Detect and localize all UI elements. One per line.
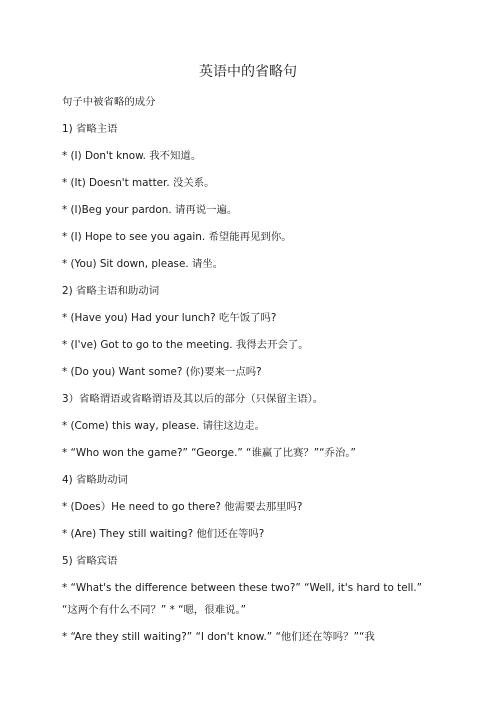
text-line: * (It) Doesn't matter. 没关系。 bbox=[62, 177, 215, 189]
text-line: “这两个有什么不同？” * “嗯，很难说。” bbox=[62, 604, 246, 616]
text-line: * (I've) Got to go to the meeting. 我得去开会了。 bbox=[62, 339, 309, 351]
text-line: * (Does）He need to go there? 他需要去那里吗? bbox=[62, 501, 303, 513]
text-line: * (Do you) Want some? (你)要来一点吗? bbox=[62, 366, 262, 378]
text-line: * (I) Hope to see you again. 希望能再见到你。 bbox=[62, 231, 292, 243]
text-line: * (I) Don't know. 我不知道。 bbox=[62, 150, 202, 162]
text-line: 1) 省略主语 bbox=[62, 123, 118, 135]
text-line: * (Come) this way, please. 请往这边走。 bbox=[62, 420, 265, 432]
text-line: * “Are they still waiting?” “I don't know.” “他们还在等吗？”“我 bbox=[62, 631, 375, 643]
text-line: * (Have you) Had your lunch? 吃午饭了吗? bbox=[62, 312, 277, 324]
text-line: * “What's the difference between these two?” “Well, it's hard to tell.” bbox=[62, 582, 423, 594]
text-line: 2) 省略主语和助动词 bbox=[62, 285, 160, 297]
text-line: 3）省略谓语或省略谓语及其以后的部分（只保留主语）。 bbox=[62, 393, 324, 405]
text-line: * (I)Beg your pardon. 请再说一遍。 bbox=[62, 204, 238, 216]
text-line: 5) 省略宾语 bbox=[62, 555, 118, 567]
document-title: 英语中的省略句 bbox=[199, 64, 297, 80]
text-line: 4) 省略助动词 bbox=[62, 474, 128, 486]
text-line: 句子中被省略的成分 bbox=[62, 96, 156, 108]
text-line: * “Who won the game?” “George.” “谁赢了比赛？”“乔治。” bbox=[62, 447, 356, 459]
text-line: * (You) Sit down, please. 请坐。 bbox=[62, 258, 224, 270]
text-line: * (Are) They still waiting? 他们还在等吗? bbox=[62, 528, 265, 540]
